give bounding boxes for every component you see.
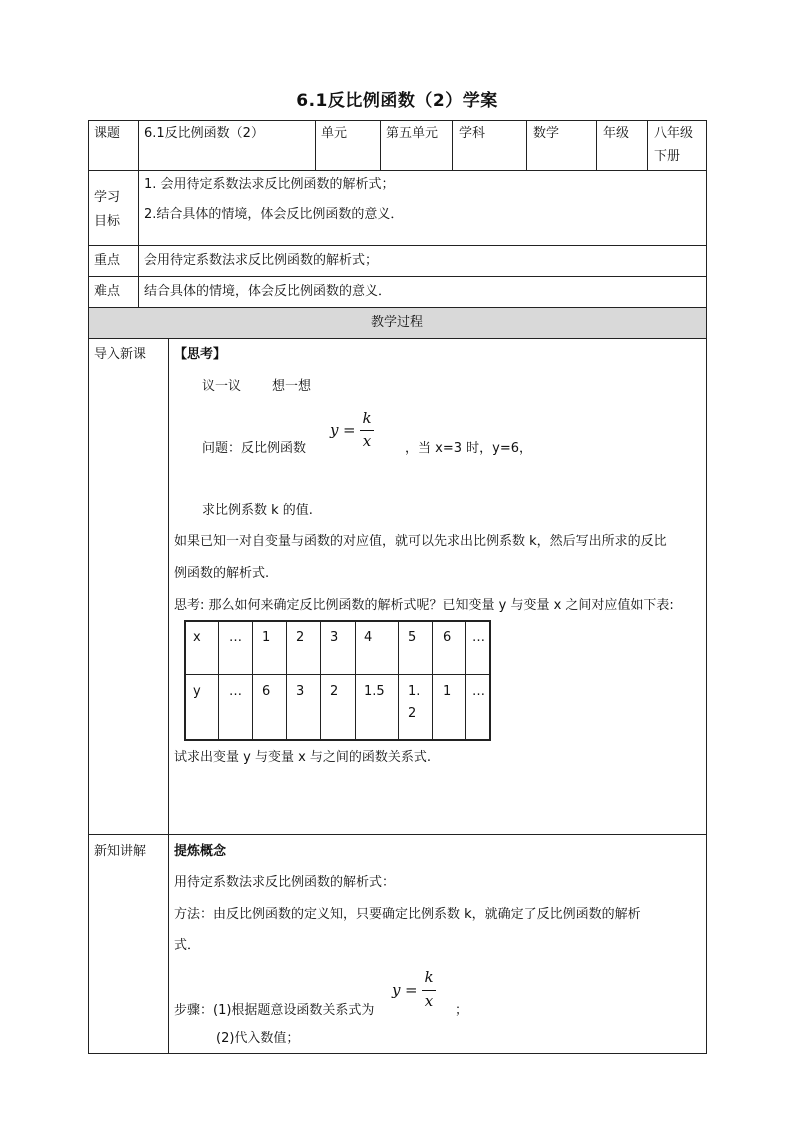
grade-label: 年级: [603, 126, 630, 141]
table-border: [88, 120, 707, 121]
unit-value: 第五单元: [386, 126, 439, 141]
step-2: (2)代入数值；: [216, 1031, 300, 1046]
question-prefix: 问题：反比例函数: [202, 441, 307, 456]
focus-text: 会用待定系数法求反比例函数的解析式；: [144, 253, 379, 268]
formula-k: k: [362, 409, 372, 427]
formula-x: x: [362, 432, 372, 450]
grade-value-term: 下册: [654, 149, 681, 164]
table-border: [452, 120, 453, 170]
value-table-border: [320, 620, 321, 741]
value-table-border: [184, 674, 491, 675]
find-k-text: 求比例系数 k 的值.: [202, 503, 313, 518]
table-border: [88, 834, 707, 835]
table-cell: 1: [443, 684, 452, 699]
value-table-border: [252, 620, 253, 741]
steps-suffix: ；: [455, 1003, 469, 1018]
intro-label: 导入新课: [94, 347, 147, 362]
table-border: [88, 120, 89, 1054]
table-cell: 2: [408, 706, 417, 721]
value-table-border: [489, 620, 491, 741]
formula-k: k: [424, 968, 434, 986]
table-border: [380, 120, 381, 170]
think-label: 想一想: [272, 379, 312, 394]
formula-eq: =: [405, 981, 418, 999]
table-cell: y: [193, 684, 201, 699]
table-border: [168, 338, 169, 1054]
value-table-border: [286, 620, 287, 741]
newknow-label: 新知讲解: [94, 844, 147, 859]
value-table-border: [398, 620, 399, 741]
goals-label: 学习: [94, 190, 121, 205]
task-text: 试求出变量 y 与变量 x 与之间的函数关系式.: [174, 750, 432, 765]
table-border: [88, 1053, 707, 1054]
table-border: [88, 307, 707, 308]
table-border: [88, 170, 707, 171]
table-border: [596, 120, 597, 170]
table-cell: 1: [262, 630, 271, 645]
difficulty-text: 结合具体的情境，体会反比例函数的意义．: [144, 284, 392, 299]
formula-y-equals-k-over-x: [392, 968, 442, 1014]
table-cell: 5: [408, 630, 417, 645]
table-cell: 2: [330, 684, 339, 699]
table-cell: 1.5: [364, 684, 385, 699]
table-border: [88, 338, 707, 339]
value-table-border: [184, 739, 491, 741]
table-cell: 6: [262, 684, 271, 699]
table-cell: 2: [296, 630, 305, 645]
value-table-border: [184, 620, 186, 741]
value-table-border: [465, 620, 466, 741]
newknow-line-2b: 式．: [174, 938, 201, 953]
table-cell: 3: [330, 630, 339, 645]
formula-y-equals-k-over-x: [330, 410, 380, 456]
table-border: [526, 120, 527, 170]
difficulty-label: 难点: [94, 284, 121, 299]
table-cell: …: [472, 684, 485, 699]
think-heading: 【思考】: [174, 347, 227, 362]
table-cell: x: [193, 630, 201, 645]
process-header: 教学过程: [370, 315, 423, 330]
formula-eq: =: [343, 421, 356, 439]
table-border: [88, 245, 707, 246]
lesson-label: 课题: [94, 126, 121, 141]
value-table-border: [184, 620, 491, 622]
goal-item-1: 1. 会用待定系数法求反比例函数的解析式；: [144, 177, 395, 192]
steps-prefix: 步骤：(1)根据题意设函数关系式为: [174, 1003, 375, 1018]
newknow-line-2a: 方法：由反比例函数的定义知，只要确定比例系数 k，就确定了反比例函数的解析: [174, 907, 641, 922]
table-cell: 4: [364, 630, 373, 645]
fraction-bar: [360, 430, 374, 431]
grade-value: 八年级: [654, 126, 694, 141]
table-cell: 1.: [408, 684, 421, 699]
value-table-border: [218, 620, 219, 741]
table-cell: …: [229, 684, 242, 699]
table-cell: 3: [296, 684, 305, 699]
focus-label: 重点: [94, 253, 121, 268]
newknow-line-1: 用待定系数法求反比例函数的解析式：: [174, 875, 396, 890]
table-border: [315, 120, 316, 170]
formula-y: y: [392, 981, 401, 999]
subject-value: 数学: [533, 126, 560, 141]
value-table-border: [432, 620, 433, 741]
fraction-bar: [422, 990, 436, 991]
subject-label: 学科: [459, 126, 486, 141]
formula-y: y: [330, 421, 339, 439]
table-border: [647, 120, 648, 170]
para-1b: 例函数的解析式.: [174, 566, 270, 581]
para-2: 思考: 那么如何来确定反比例函数的解析式呢？已知变量 y 与变量 x 之间对应值如下表:: [174, 598, 674, 613]
formula-x: x: [424, 992, 434, 1010]
newknow-heading: 提炼概念: [174, 844, 227, 859]
table-border: [88, 276, 707, 277]
question-suffix: ，当 x=3 时，y=6，: [405, 441, 532, 456]
table-cell: …: [472, 630, 485, 645]
unit-label: 单元: [321, 126, 348, 141]
table-border: [706, 120, 707, 1054]
lesson-value: 6.1反比例函数（2）: [144, 126, 264, 141]
value-table-border: [355, 620, 356, 741]
para-1a: 如果已知一对自变量与函数的对应值，就可以先求出比例系数 k，然后写出所求的反比: [174, 534, 667, 549]
table-cell: …: [229, 630, 242, 645]
table-border: [138, 120, 139, 307]
discuss-label: 议一议: [202, 379, 242, 394]
goals-label-2: 目标: [94, 214, 121, 229]
page-title: 6.1反比例函数（2）学案: [296, 91, 498, 111]
goal-item-2: 2.结合具体的情境，体会反比例函数的意义．: [144, 207, 404, 222]
table-cell: 6: [443, 630, 452, 645]
